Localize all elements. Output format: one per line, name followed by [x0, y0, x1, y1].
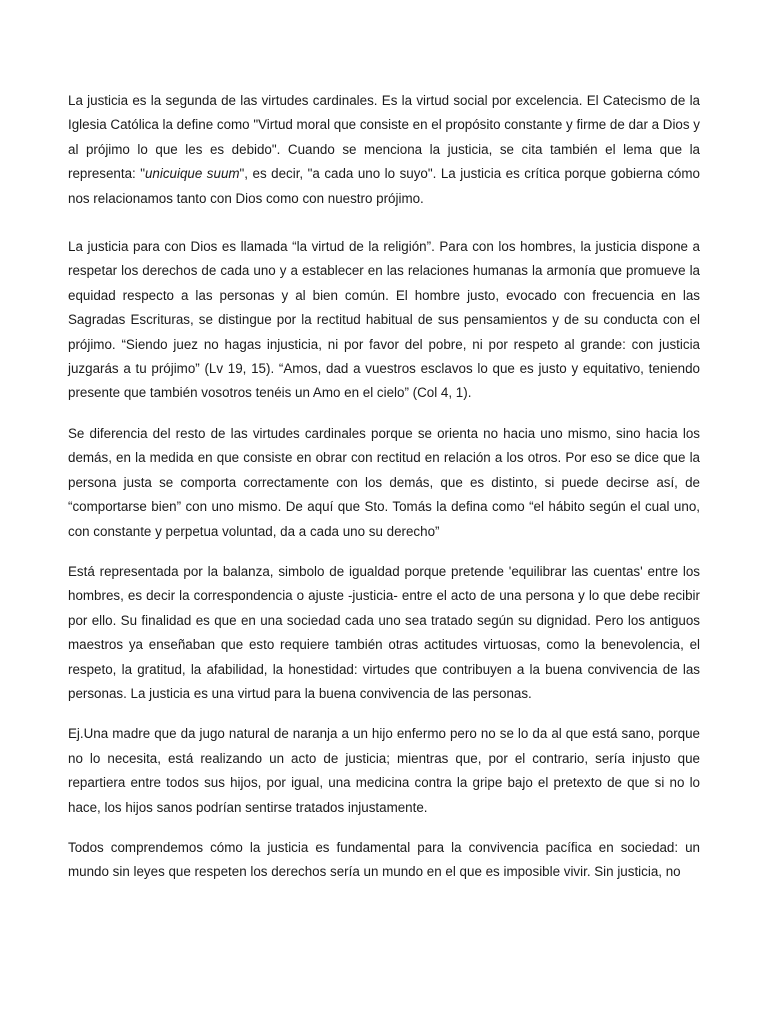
paragraph-1-text-end: ", es decir, "a cada uno lo suyo". La justicia es crítica porque gobierna cómo nos relacionamos tanto con Dios como con nuestro prójimo.: [68, 166, 700, 206]
paragraph-1-italic-motto: unicuique suum: [144, 166, 240, 182]
document-body: [68, 89, 700, 885]
paragraph-5: Ej.Una madre que da jugo natural de naranja a un hijo enfermo pero no se lo da al que está sano, porque no lo necesita, está realizando un acto de justicia; mientras que, por el contrario, sería injusto que repartiera entre todos sus hijos, por igual, una medicina contra la gripe bajo el pretexto de que si no lo hace, los hijos sanos podrían sentirse tratados injustamente.: [68, 726, 700, 815]
paragraph-4: Está representada por la balanza, simbolo de igualdad porque pretende 'equilibrar las cuentas' entre los hombres, es decir la correspondencia o ajuste -justicia- entre el acto de una persona y lo que debe recibir por ello. Su finalidad es que en una sociedad cada uno sea tratado según su dignidad. Pero los antiguos maestros ya enseñaban que esto requiere también otras actitudes virtuosas, como la benevolencia, el respeto, la gratitud, la afabilidad, la honestidad: virtudes que contribuyen a la buena convivencia de las personas. La justicia es una virtud para la buena convivencia de las personas.: [68, 563, 700, 701]
paragraph-2: La justicia para con Dios es llamada “la virtud de la religión”. Para con los hombres, la justicia dispone a respetar los derechos de cada uno y a establecer en las relaciones humanas la armonía que promueve la equidad respecto a las personas y al bien común. El hombre justo, evocado con frecuencia en las Sagradas Escrituras, se distingue por la rectitud habitual de sus pensamientos y de su conducta con el prójimo. “Siendo juez no hagas injusticia, ni por favor del pobre, ni por respeto al grande: con justicia juzgarás a tu prójimo” (Lv 19, 15). “Amos, dad a vuestros esclavos lo que es justo y equitativo, teniendo presente que también vosotros tenéis un Amo en el cielo” (Col 4, 1).: [68, 239, 700, 401]
paragraph-1-text-start: La justicia es la segunda de las virtudes cardinales. Es la virtud social por excelencia. El Catecismo de la Iglesia Católica la define como "Virtud moral que consiste en el propósito constante y firme de dar a Dios y al prójimo lo que les es debido". Cuando se menciona la justicia, se cita también el lema que la representa: ": [68, 93, 700, 182]
paragraph-6: Todos comprendemos cómo la justicia es fundamental para la convivencia pacífica en sociedad: un mundo sin leyes que respeten los derechos sería un mundo en el que es imposible vivir. Sin justicia, no: [68, 839, 700, 880]
paragraph-1: [68, 89, 700, 211]
paragraph-3: Se diferencia del resto de las virtudes cardinales porque se orienta no hacia uno mismo, sino hacia los demás, en la medida en que consiste en obrar con rectitud en relación a los otros. Por eso se dice que la persona justa se comporta correctamente con los demás, que es distinto, si puede decirse así, de “comportarse bien” con uno mismo. De aquí que Sto. Tomás la defina como “el hábito según el cual uno, con constante y perpetua voluntad, da a cada uno su derecho”: [68, 425, 700, 539]
